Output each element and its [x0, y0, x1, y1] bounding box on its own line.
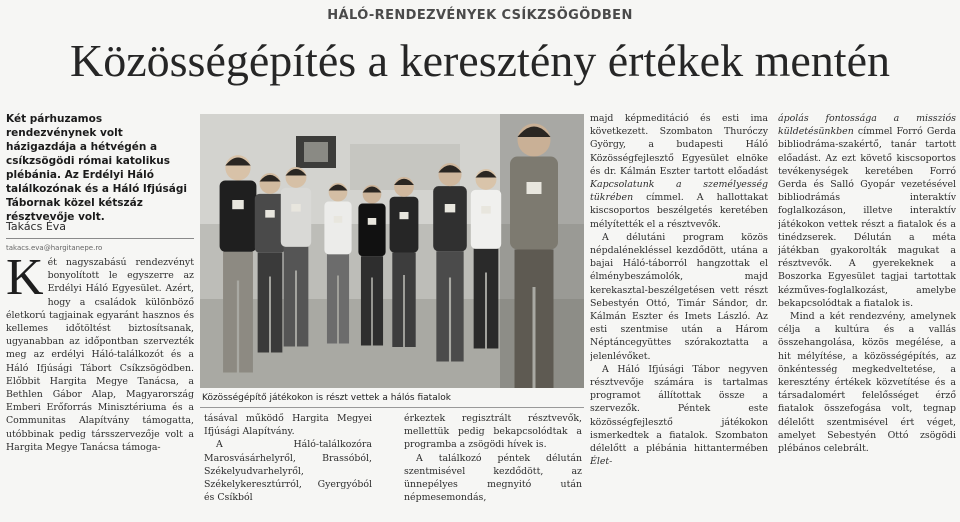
name-badge [232, 200, 244, 209]
person-leg-gap [449, 278, 451, 362]
col5-paragraph-1: címmel Forró Gerda bibliodráma-szakértő, tanár tartott előadást. Az ezt követő kiscsoportos tevékenységek keretében Forró Gerda és Salló Gyopár vezetésével bibliodrámás interaktív foglalkozáson, illetve interaktív játékokon vettek részt a fiatalok és a tinédzserek. Délután a méta játékban gyakorolták magukat a résztvevők. A gyerekeknek a Boszorka Egyesület tagjai tartottak kézműves-foglalkozást, amelybe bekapcsolódtak a fiatalok is. [778, 126, 956, 309]
col5-paragraph-2: Mind a két rendezvény, amelynek célja a kultúra és a vallás összehangolása, közös megélése, a hit mélyítése, a közösségépítés, az önkéntesség megkedveltetése, a keresztény értékek közvetítése és a társadalomért felelősséget érző fiatalok összefogása volt, tegnap délelőtt szentmisével ért véget, amelyet Sebestyén Ottó zsögödi plébános celebrált. [778, 311, 956, 455]
col3-paragraph-2: A találkozó péntek délután szentmisével kezdődött, az ünnepélyes megnyitó után népmesemondás, [404, 452, 582, 504]
person-leg-gap [337, 276, 339, 344]
col4-paragraph-1a: majd képmeditáció és esti ima következett. Szombaton Thuróczy György, a budapesti Háló Közösségfejlesztő Egyesület elnöke és dr. Kálmán Eszter tartott előadást [590, 113, 768, 177]
body-column-1 [6, 256, 194, 522]
person-shirt [510, 157, 558, 250]
name-badge [527, 182, 542, 194]
body-column-5 [778, 112, 956, 522]
col4-paragraph-2: A délutáni program közös népdalénekléssel kezdődött, utána a bajai Háló-táborról hangzottak el élménybeszámolók, majd kerekasztal-beszélgetésen vett részt Sebestyén Ottó, Timár Sándor, dr. Kálmán Eszter és Imets László. Az esti szentmise után a Három Néptáncegyüttes szórakoztatta a jelenlévőket. [590, 231, 768, 362]
col4-paragraph-1b: címmel. A hallottakat kiscsoportos beszélgetés keretében mélyítették el a résztvevők. [590, 192, 768, 230]
photo-person [255, 173, 285, 353]
col2-paragraph-2: A Háló-találkozóra Marosvásárhelyről, Brassóból, Székelyudvarhelyről, Székelykeresztúrról, Gyergyóból és Csíkból [204, 439, 372, 504]
col2-paragraph-1: tásával működő Hargita Megyei Ifjúsági Alapítvány. [204, 413, 372, 438]
person-shirt [281, 188, 311, 247]
person-leg-gap [485, 273, 487, 349]
person-leg-gap [533, 287, 536, 388]
photo-person [510, 124, 558, 389]
col4-paragraph-3-tail: Élet- [590, 456, 613, 468]
photo-caption: Közösségépítő játékokon is részt vettek a hálós fiatalok [202, 393, 451, 403]
section-kicker: HÁLÓ-RENDEZVÉNYEK CSÍKZSÖGÖDBEN [327, 8, 633, 23]
photo-person [324, 183, 351, 344]
photo-illustration [200, 114, 584, 388]
person-leg-gap [295, 271, 297, 347]
photo-person [471, 169, 501, 349]
drop-cap: K [6, 256, 44, 306]
name-badge [445, 204, 456, 212]
person-shirt [433, 186, 467, 251]
person-leg-gap [403, 275, 405, 347]
author-rule [6, 238, 194, 239]
col3-paragraph-1: érkeztek regisztrált résztvevők, mellettük pedig bekapcsolódtak a programba a zsögödi hívek is. [404, 413, 582, 451]
name-badge [481, 206, 491, 214]
article-lead: Két párhuzamos rendezvénynek volt házigazdája a hétvégén a csíkzsögödi római katolikus plébánia. Az Erdélyi Háló találkozónak és a Háló Ifjúsági Tábornak közel kétszáz résztvevője volt. [6, 113, 187, 223]
col4-paragraph-3: A Háló Ifjúsági Tábor negyven résztvevője számára is tartalmas programot állítottak össze a szervezők. Péntek este közösségfejlesztő játékokon ismerkedtek a fiatalok. Szombaton délelőtt a plébánia hittantermében [590, 363, 768, 455]
person-leg-gap [371, 278, 373, 346]
photo-person [220, 155, 257, 372]
name-badge [400, 212, 409, 219]
person-shirt [358, 204, 385, 257]
name-badge [265, 210, 275, 218]
name-badge [291, 204, 301, 212]
author-name: Takács Éva [6, 220, 67, 233]
name-badge [334, 216, 343, 223]
photo-person [281, 167, 311, 347]
person-leg-gap [237, 281, 239, 373]
col1-paragraph: ét nagyszabású rendezvényt bonyolított le egyszerre az Erdélyi Háló Egyesület. Azért, hogy a családok különböző életkorú tagjainak egyaránt hasznos és kellemes időtöltést biztosítsanak, ugyanabban az időpontban szervezték meg az erdélyi Háló-találkozót és a Háló Ifjúsági Tábort Csíkzsögödben. Előbbit Hargita Megye Tanácsa, a Bethlen Gábor Alap, Magyarország Emberi Erőforrás Minisztériuma és a Communitas Alapítvány támogatta, utóbbinak pedig társszervezője volt a Hargita Megye Tanácsa támoga- [6, 257, 194, 453]
person-shirt [324, 202, 351, 255]
body-column-4 [590, 112, 768, 522]
photo-person [358, 185, 385, 346]
person-leg-gap [269, 277, 271, 353]
photo-person [433, 163, 467, 361]
article-photo [200, 114, 584, 388]
lecture-title: Kapcsolatunk a személyesség tükrében [590, 179, 768, 204]
caption-rule [200, 407, 584, 408]
name-badge [368, 218, 377, 225]
author-email: takacs.eva@hargitanepe.ro [6, 244, 103, 252]
body-column-2 [204, 412, 372, 522]
person-shirt [390, 197, 419, 253]
lecture-title-continued: ápolás fontossága a missziós küldetésünkben [778, 113, 956, 138]
person-shirt [471, 190, 501, 249]
person-shirt [220, 180, 257, 251]
photo-person [390, 177, 419, 347]
wall-poster-emblem [304, 142, 328, 162]
person-shirt [255, 194, 285, 253]
body-column-3 [404, 412, 582, 522]
article-headline: Közösségépítés a keresztény értékek mentén [70, 35, 890, 86]
